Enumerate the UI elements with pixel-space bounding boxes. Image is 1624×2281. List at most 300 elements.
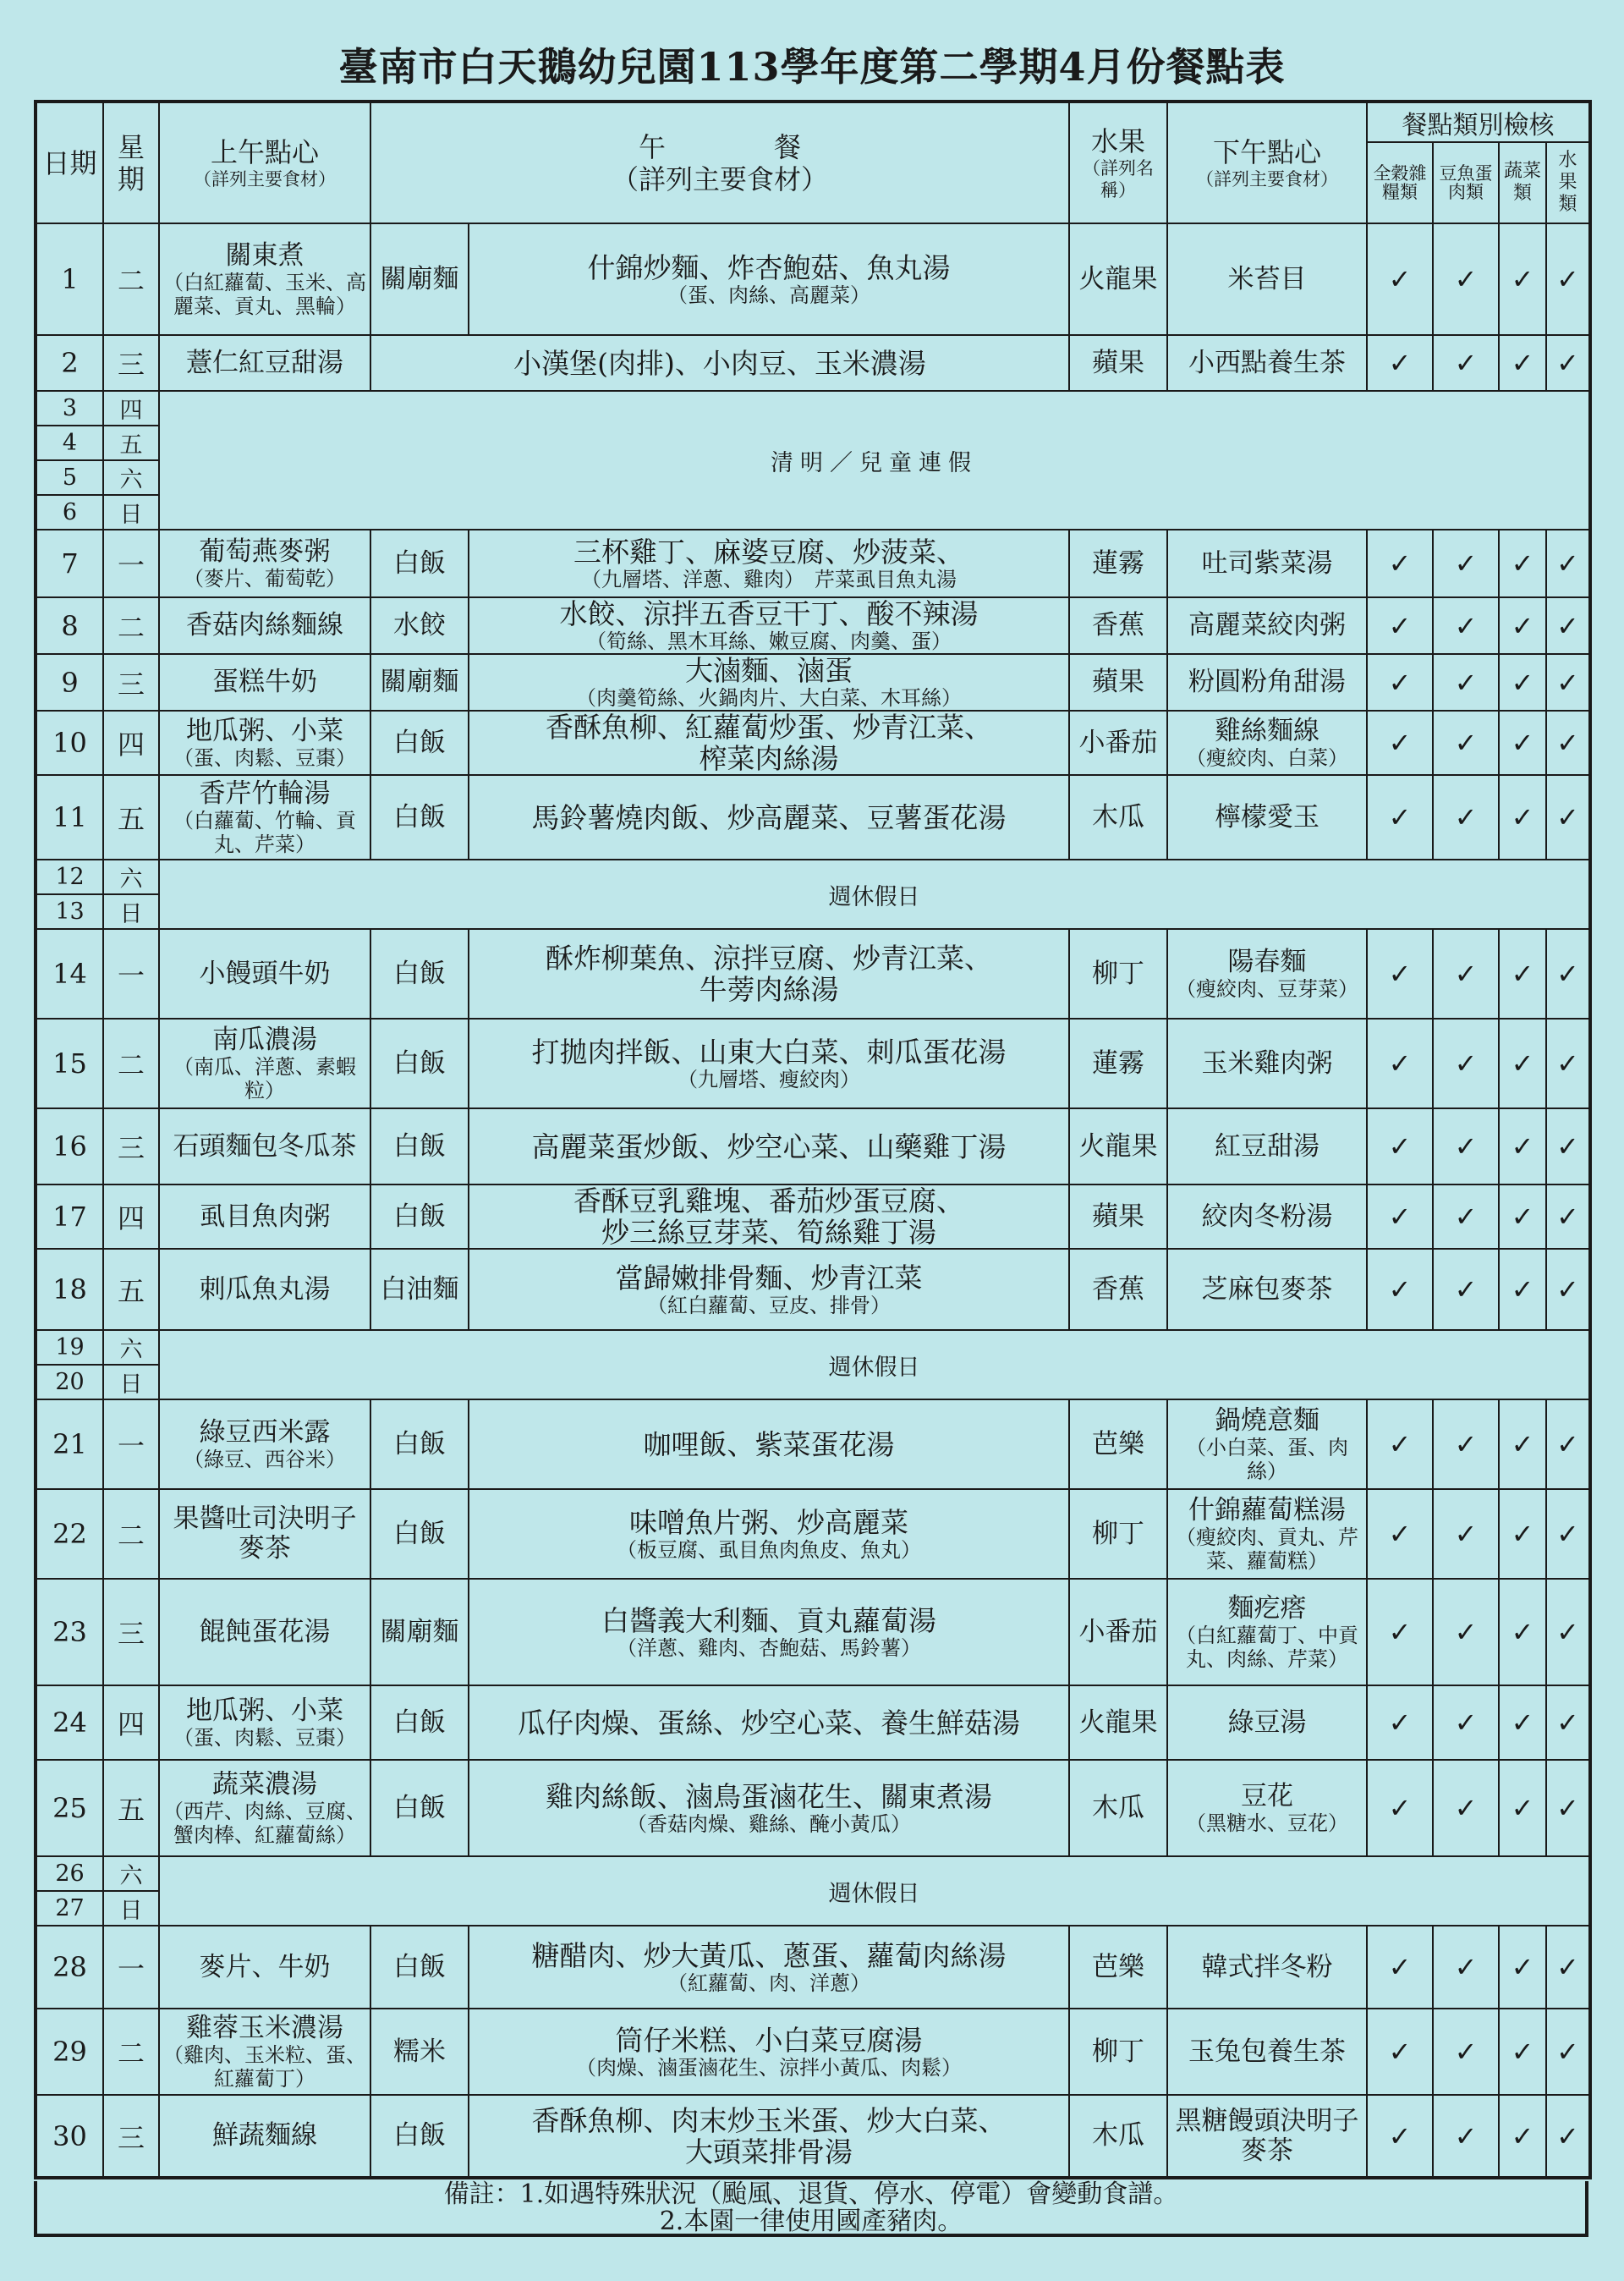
- lunch-ingredients: （肉燥、滷蛋滷花生、涼拌小黃瓜、肉鬆）: [576, 2055, 962, 2080]
- holiday-row: [36, 860, 1590, 894]
- check-veg-cell: ✓: [1499, 1184, 1546, 1249]
- staple-cell: 白油麵: [370, 1249, 469, 1330]
- weekday-cell: 日: [103, 894, 159, 929]
- weekday-cell: 五: [103, 426, 159, 460]
- meal-row: [36, 223, 1590, 335]
- check-veg-cell: ✓: [1499, 1926, 1546, 2009]
- weekday-cell: 一: [103, 929, 159, 1019]
- meal-row: [36, 1760, 1590, 1856]
- check-grain-cell: ✓: [1367, 775, 1433, 860]
- staple-cell: 白飯: [370, 1685, 469, 1760]
- check-fruit-cell: ✓: [1546, 1019, 1590, 1108]
- check-grain-cell: ✓: [1367, 929, 1433, 1019]
- am-snack-cell: [159, 1399, 370, 1489]
- pm-snack-main: 檸檬愛玉: [1215, 801, 1320, 833]
- weekday-cell: 三: [103, 2095, 159, 2178]
- lunch-main: 筒仔米糕、小白菜豆腐湯: [615, 2023, 923, 2057]
- header-date: 日期: [36, 102, 103, 223]
- pm-snack-cell: [1167, 1579, 1367, 1685]
- lunch-main: 雞肉絲飯、滷鳥蛋滷花生、關東煮湯: [546, 1779, 992, 1813]
- weekday-cell: 五: [103, 1249, 159, 1330]
- meal-row: [36, 1489, 1590, 1579]
- staple-cell: 白飯: [370, 929, 469, 1019]
- lunch-main: 大滷麵、滷蛋: [685, 654, 853, 687]
- weekday-cell: 二: [103, 2009, 159, 2095]
- am-snack-cell: [159, 2009, 370, 2095]
- weekday-cell: 二: [103, 597, 159, 654]
- am-snack-main: 虱目魚肉粥: [199, 1201, 331, 1232]
- fruit-cell: 蓮霧: [1069, 530, 1167, 597]
- meal-row: [36, 1685, 1590, 1760]
- lunch-ingredients: （紅蘿蔔、肉、洋蔥）: [667, 1970, 870, 1995]
- pm-snack-cell: [1167, 530, 1367, 597]
- check-grain-cell: ✓: [1367, 2009, 1433, 2095]
- date-cell: 26: [36, 1856, 103, 1891]
- header-am-snack: 上午點心 （詳列主要食材）: [159, 102, 370, 223]
- weekday-cell: 四: [103, 711, 159, 775]
- check-fruit-cell: ✓: [1546, 654, 1590, 711]
- lunch-cell: [469, 1926, 1069, 2009]
- check-fruit-cell: ✓: [1546, 2009, 1590, 2095]
- check-grain-cell: ✓: [1367, 1184, 1433, 1249]
- check-protein-cell: ✓: [1433, 1108, 1499, 1184]
- fruit-cell: 火龍果: [1069, 223, 1167, 335]
- check-fruit-cell: ✓: [1546, 1249, 1590, 1330]
- date-cell: 21: [36, 1399, 103, 1489]
- am-snack-main: 地瓜粥、小菜: [186, 715, 343, 746]
- meal-row: [36, 335, 1590, 391]
- date-cell: 3: [36, 391, 103, 426]
- check-veg-cell: ✓: [1499, 1108, 1546, 1184]
- check-grain-cell: ✓: [1367, 1019, 1433, 1108]
- weekday-cell: 日: [103, 1891, 159, 1926]
- date-cell: 13: [36, 894, 103, 929]
- lunch-ingredients: 大頭菜排骨湯: [685, 2135, 853, 2168]
- check-fruit-cell: ✓: [1546, 929, 1590, 1019]
- staple-cell: 白飯: [370, 1760, 469, 1856]
- check-veg-cell: ✓: [1499, 1489, 1546, 1579]
- lunch-cell: [469, 1108, 1069, 1184]
- check-fruit-cell: ✓: [1546, 1760, 1590, 1856]
- check-veg-cell: ✓: [1499, 597, 1546, 654]
- staple-cell: 關廟麵: [370, 1579, 469, 1685]
- weekday-cell: 五: [103, 1760, 159, 1856]
- pm-snack-ingredients: （瘦絞肉、白菜）: [1186, 745, 1349, 770]
- am-snack-cell: [159, 1249, 370, 1330]
- date-cell: 17: [36, 1184, 103, 1249]
- lunch-cell: [469, 1399, 1069, 1489]
- date-cell: 19: [36, 1330, 103, 1365]
- weekday-cell: 日: [103, 1365, 159, 1399]
- pm-snack-cell: [1167, 654, 1367, 711]
- lunch-cell: [370, 335, 1069, 391]
- check-fruit-cell: ✓: [1546, 1108, 1590, 1184]
- pm-snack-main: 黑糖饅頭決明子麥茶: [1175, 2105, 1359, 2166]
- lunch-cell: [469, 1685, 1069, 1760]
- lunch-cell: [469, 1249, 1069, 1330]
- check-protein-cell: ✓: [1433, 711, 1499, 775]
- check-grain-cell: ✓: [1367, 1399, 1433, 1489]
- notes: [34, 2181, 1588, 2237]
- check-grain-cell: ✓: [1367, 1249, 1433, 1330]
- check-fruit-cell: ✓: [1546, 1579, 1590, 1685]
- note-line-2: 2.本園一律使用國產豬肉。: [659, 2207, 963, 2236]
- date-cell: 7: [36, 530, 103, 597]
- staple-cell: 糯米: [370, 2009, 469, 2095]
- fruit-cell: 蓮霧: [1069, 1019, 1167, 1108]
- am-snack-cell: [159, 1926, 370, 2009]
- am-snack-main: 葡萄燕麥粥: [199, 536, 331, 567]
- am-snack-main: 小饅頭牛奶: [199, 958, 331, 989]
- meal-row: [36, 1926, 1590, 2009]
- pm-snack-main: 陽春麵: [1227, 946, 1307, 977]
- check-grain-cell: ✓: [1367, 223, 1433, 335]
- date-cell: 20: [36, 1365, 103, 1399]
- am-snack-main: 刺瓜魚丸湯: [199, 1273, 331, 1305]
- lunch-ingredients: （香菇肉燥、雞絲、醃小黃瓜）: [627, 1811, 911, 1836]
- meal-row: [36, 1019, 1590, 1108]
- check-veg-cell: ✓: [1499, 1399, 1546, 1489]
- am-snack-cell: [159, 1760, 370, 1856]
- am-snack-ingredients: （雞肉、玉米粒、蛋、紅蘿蔔丁）: [163, 2042, 366, 2091]
- lunch-cell: [469, 2095, 1069, 2178]
- check-fruit-cell: ✓: [1546, 1184, 1590, 1249]
- am-snack-main: 雞蓉玉米濃湯: [186, 2012, 343, 2043]
- date-cell: 29: [36, 2009, 103, 2095]
- header-cat-fruit: 水果類: [1546, 142, 1590, 223]
- pm-snack-cell: [1167, 1926, 1367, 2009]
- date-cell: 4: [36, 426, 103, 460]
- pm-snack-cell: [1167, 1760, 1367, 1856]
- meal-row: [36, 597, 1590, 654]
- fruit-cell: 木瓜: [1069, 1760, 1167, 1856]
- check-veg-cell: ✓: [1499, 1019, 1546, 1108]
- am-snack-main: 麥片、牛奶: [199, 1951, 331, 1982]
- check-protein-cell: ✓: [1433, 1489, 1499, 1579]
- date-cell: 11: [36, 775, 103, 860]
- staple-cell: 關廟麵: [370, 654, 469, 711]
- lunch-cell: [469, 1019, 1069, 1108]
- lunch-cell: [469, 1184, 1069, 1249]
- lunch-main: 水餃、涼拌五香豆干丁、酸不辣湯: [559, 597, 979, 630]
- lunch-cell: [469, 530, 1069, 597]
- weekday-cell: 四: [103, 391, 159, 426]
- am-snack-cell: [159, 654, 370, 711]
- lunch-main: 味噌魚片粥、炒高麗菜: [629, 1505, 908, 1539]
- staple-cell: 關廟麵: [370, 223, 469, 335]
- staple-cell: 白飯: [370, 530, 469, 597]
- check-grain-cell: ✓: [1367, 711, 1433, 775]
- am-snack-ingredients: （白紅蘿蔔、玉米、高麗菜、貢丸、黑輪）: [163, 270, 366, 318]
- am-snack-ingredients: （綠豆、西谷米）: [184, 1447, 346, 1471]
- check-grain-cell: ✓: [1367, 1489, 1433, 1579]
- weekday-cell: 二: [103, 1489, 159, 1579]
- lunch-ingredients: （紅白蘿蔔、豆皮、排骨）: [647, 1293, 891, 1317]
- meal-row: [36, 1108, 1590, 1184]
- staple-cell: 白飯: [370, 1489, 469, 1579]
- holiday-label-weekend: 週休假日: [159, 1330, 1590, 1399]
- pm-snack-main: 韓式拌冬粉: [1201, 1951, 1333, 1982]
- lunch-main: 馬鈴薯燒肉飯、炒高麗菜、豆薯蛋花湯: [531, 800, 1007, 834]
- fruit-cell: 柳丁: [1069, 2009, 1167, 2095]
- am-snack-main: 香菇肉絲麵線: [186, 610, 343, 640]
- lunch-cell: [469, 654, 1069, 711]
- meal-row: [36, 711, 1590, 775]
- meal-row: [36, 775, 1590, 860]
- pm-snack-main: 綠豆湯: [1227, 1707, 1307, 1738]
- lunch-ingredients: 榨菜肉絲湯: [699, 742, 839, 775]
- fruit-cell: 柳丁: [1069, 929, 1167, 1019]
- check-protein-cell: ✓: [1433, 654, 1499, 711]
- fruit-cell: 小番茄: [1069, 1579, 1167, 1685]
- header-lunch: 午 餐 （詳列主要食材）: [370, 102, 1069, 223]
- lunch-main: 咖哩飯、紫菜蛋花湯: [643, 1427, 895, 1461]
- pm-snack-cell: [1167, 597, 1367, 654]
- lunch-ingredients: （板豆腐、虱目魚肉魚皮、魚丸）: [617, 1537, 921, 1562]
- pm-snack-main: 鍋燒意麵: [1215, 1404, 1320, 1436]
- date-cell: 1: [36, 223, 103, 335]
- check-fruit-cell: ✓: [1546, 597, 1590, 654]
- holiday-row: [36, 1856, 1590, 1891]
- meal-row: [36, 530, 1590, 597]
- fruit-cell: 柳丁: [1069, 1489, 1167, 1579]
- date-cell: 30: [36, 2095, 103, 2178]
- pm-snack-main: 吐司紫菜湯: [1201, 547, 1333, 579]
- fruit-cell: 芭樂: [1069, 1926, 1167, 2009]
- lunch-cell: [469, 1579, 1069, 1685]
- meal-row: [36, 1399, 1590, 1489]
- check-grain-cell: ✓: [1367, 654, 1433, 711]
- check-veg-cell: ✓: [1499, 929, 1546, 1019]
- check-protein-cell: ✓: [1433, 2095, 1499, 2178]
- holiday-row: [36, 391, 1590, 426]
- date-cell: 2: [36, 335, 103, 391]
- date-cell: 14: [36, 929, 103, 1019]
- am-snack-main: 關東煮: [225, 239, 304, 271]
- date-cell: 28: [36, 1926, 103, 2009]
- header-cat-veg: 蔬菜類: [1499, 142, 1546, 223]
- lunch-ingredients: （九層塔、洋蔥、雞肉） 芹菜虱目魚丸湯: [581, 567, 957, 591]
- check-fruit-cell: ✓: [1546, 1926, 1590, 2009]
- date-cell: 8: [36, 597, 103, 654]
- staple-cell: 白飯: [370, 2095, 469, 2178]
- holiday-label-qingming: 清明／兒童連假: [159, 391, 1590, 530]
- am-snack-main: 地瓜粥、小菜: [186, 1695, 343, 1726]
- holiday-row: [36, 1330, 1590, 1365]
- lunch-ingredients: （肉羹筍絲、火鍋肉片、大白菜、木耳絲）: [576, 686, 962, 710]
- pm-snack-main: 玉兔包養生茶: [1188, 2036, 1347, 2067]
- check-veg-cell: ✓: [1499, 530, 1546, 597]
- check-protein-cell: ✓: [1433, 1685, 1499, 1760]
- pm-snack-cell: [1167, 335, 1367, 391]
- lunch-main: 小漢堡(肉排)、小肉豆、玉米濃湯: [513, 346, 926, 380]
- am-snack-cell: [159, 2095, 370, 2178]
- fruit-cell: 芭樂: [1069, 1399, 1167, 1489]
- weekday-cell: 一: [103, 1399, 159, 1489]
- am-snack-cell: [159, 711, 370, 775]
- check-veg-cell: ✓: [1499, 1760, 1546, 1856]
- am-snack-main: 薏仁紅豆甜湯: [186, 347, 343, 378]
- am-snack-main: 綠豆西米露: [199, 1416, 331, 1448]
- pm-snack-cell: [1167, 1489, 1367, 1579]
- am-snack-main: 鮮蔬麵線: [212, 2120, 317, 2151]
- lunch-main: 酥炸柳葉魚、涼拌豆腐、炒青江菜、: [546, 942, 992, 975]
- meal-row: [36, 1184, 1590, 1249]
- am-snack-ingredients: （麥片、葡萄乾）: [184, 566, 346, 591]
- lunch-ingredients: （洋蔥、雞肉、杏鮑菇、馬鈴薯）: [617, 1635, 921, 1660]
- date-cell: 9: [36, 654, 103, 711]
- check-veg-cell: ✓: [1499, 711, 1546, 775]
- weekday-cell: 二: [103, 223, 159, 335]
- check-fruit-cell: ✓: [1546, 223, 1590, 335]
- pm-snack-ingredients: （黑糖水、豆花）: [1186, 1811, 1349, 1835]
- pm-snack-main: 玉米雞肉粥: [1201, 1047, 1333, 1079]
- check-fruit-cell: ✓: [1546, 1489, 1590, 1579]
- date-cell: 27: [36, 1891, 103, 1926]
- holiday-label-weekend: 週休假日: [159, 860, 1590, 929]
- am-snack-cell: [159, 335, 370, 391]
- check-grain-cell: ✓: [1367, 1579, 1433, 1685]
- weekday-cell: 一: [103, 1926, 159, 2009]
- pm-snack-ingredients: （小白菜、蛋、肉絲）: [1186, 1435, 1349, 1483]
- am-snack-main: 蛋糕牛奶: [212, 667, 317, 697]
- meal-table: [34, 100, 1592, 2179]
- check-fruit-cell: ✓: [1546, 711, 1590, 775]
- check-protein-cell: ✓: [1433, 530, 1499, 597]
- lunch-ingredients: 炒三絲豆芽菜、筍絲雞丁湯: [601, 1216, 936, 1249]
- check-protein-cell: ✓: [1433, 335, 1499, 391]
- meal-row: [36, 1579, 1590, 1685]
- pm-snack-main: 高麗菜絞肉粥: [1188, 610, 1347, 640]
- lunch-ingredients: （九層塔、瘦絞肉）: [678, 1067, 860, 1091]
- date-cell: 6: [36, 495, 103, 530]
- holiday-label-weekend: 週休假日: [159, 1856, 1590, 1926]
- check-fruit-cell: ✓: [1546, 775, 1590, 860]
- am-snack-ingredients: （蛋、肉鬆、豆棗）: [173, 745, 356, 770]
- header-pm-snack: 下午點心 （詳列主要食材）: [1167, 102, 1367, 223]
- lunch-main: 糖醋肉、炒大黃瓜、蔥蛋、蘿蔔肉絲湯: [531, 1938, 1007, 1972]
- fruit-cell: 蘋果: [1069, 335, 1167, 391]
- pm-snack-ingredients: （白紅蘿蔔丁、中貢丸、肉絲、芹菜）: [1176, 1623, 1359, 1671]
- check-grain-cell: ✓: [1367, 335, 1433, 391]
- lunch-main: 高麗菜蛋炒飯、炒空心菜、山藥雞丁湯: [531, 1130, 1007, 1163]
- weekday-cell: 四: [103, 1184, 159, 1249]
- date-cell: 18: [36, 1249, 103, 1330]
- fruit-cell: 香蕉: [1069, 1249, 1167, 1330]
- am-snack-cell: [159, 1579, 370, 1685]
- am-snack-main: 餛飩蛋花湯: [199, 1616, 331, 1647]
- date-cell: 22: [36, 1489, 103, 1579]
- check-veg-cell: ✓: [1499, 2095, 1546, 2178]
- check-veg-cell: ✓: [1499, 223, 1546, 335]
- check-protein-cell: ✓: [1433, 929, 1499, 1019]
- check-grain-cell: ✓: [1367, 1926, 1433, 2009]
- staple-cell: 白飯: [370, 1019, 469, 1108]
- fruit-cell: 小番茄: [1069, 711, 1167, 775]
- lunch-main: 香酥豆乳雞塊、番茄炒蛋豆腐、: [573, 1184, 964, 1217]
- date-cell: 24: [36, 1685, 103, 1760]
- am-snack-cell: [159, 1019, 370, 1108]
- pm-snack-ingredients: （瘦絞肉、豆芽菜）: [1176, 976, 1359, 1001]
- check-grain-cell: ✓: [1367, 2095, 1433, 2178]
- check-protein-cell: ✓: [1433, 775, 1499, 860]
- am-snack-main: 石頭麵包冬瓜茶: [173, 1130, 357, 1162]
- lunch-cell: [469, 1489, 1069, 1579]
- check-veg-cell: ✓: [1499, 1685, 1546, 1760]
- pm-snack-cell: [1167, 1108, 1367, 1184]
- meal-row: [36, 2095, 1590, 2178]
- lunch-cell: [469, 1760, 1069, 1856]
- page-title: 臺南市白天鵝幼兒園113學年度第二學期4月份餐點表: [338, 44, 1286, 90]
- check-protein-cell: ✓: [1433, 597, 1499, 654]
- weekday-cell: 三: [103, 1579, 159, 1685]
- check-fruit-cell: ✓: [1546, 1399, 1590, 1489]
- check-grain-cell: ✓: [1367, 530, 1433, 597]
- fruit-cell: 木瓜: [1069, 2095, 1167, 2178]
- lunch-cell: [469, 929, 1069, 1019]
- am-snack-cell: [159, 1184, 370, 1249]
- staple-cell: 白飯: [370, 1184, 469, 1249]
- meal-row: [36, 929, 1590, 1019]
- weekday-cell: 五: [103, 775, 159, 860]
- am-snack-cell: [159, 530, 370, 597]
- date-cell: 16: [36, 1108, 103, 1184]
- pm-snack-ingredients: （瘦絞肉、貢丸、芹菜、蘿蔔糕）: [1176, 1525, 1359, 1573]
- check-protein-cell: ✓: [1433, 1926, 1499, 2009]
- lunch-main: 什錦炒麵、炸杏鮑菇、魚丸湯: [587, 250, 951, 284]
- staple-cell: 水餃: [370, 597, 469, 654]
- check-grain-cell: ✓: [1367, 1760, 1433, 1856]
- am-snack-ingredients: （蛋、肉鬆、豆棗）: [173, 1725, 356, 1750]
- weekday-cell: 四: [103, 1685, 159, 1760]
- lunch-main: 打拋肉拌飯、山東大白菜、刺瓜蛋花湯: [531, 1035, 1007, 1069]
- fruit-cell: 蘋果: [1069, 654, 1167, 711]
- staple-cell: 白飯: [370, 1926, 469, 2009]
- am-snack-main: 南瓜濃湯: [212, 1024, 317, 1055]
- check-fruit-cell: ✓: [1546, 1685, 1590, 1760]
- lunch-main: 瓜仔肉燥、蛋絲、炒空心菜、養生鮮菇湯: [518, 1706, 1020, 1740]
- lunch-ingredients: 牛蒡肉絲湯: [699, 973, 839, 1006]
- am-snack-cell: [159, 223, 370, 335]
- meal-row: [36, 2009, 1590, 2095]
- weekday-cell: 六: [103, 1330, 159, 1365]
- lunch-main: 當歸嫩排骨麵、炒青江菜: [615, 1261, 923, 1294]
- am-snack-main: 蔬菜濃湯: [212, 1768, 317, 1800]
- check-veg-cell: ✓: [1499, 1579, 1546, 1685]
- check-grain-cell: ✓: [1367, 1108, 1433, 1184]
- am-snack-ingredients: （西芹、肉絲、豆腐、蟹肉棒、紅蘿蔔絲）: [163, 1799, 366, 1847]
- check-veg-cell: ✓: [1499, 335, 1546, 391]
- pm-snack-cell: [1167, 1249, 1367, 1330]
- lunch-ingredients: （蛋、肉絲、高麗菜）: [667, 283, 870, 307]
- lunch-cell: [469, 2009, 1069, 2095]
- am-snack-ingredients: （南瓜、洋蔥、素蝦粒）: [173, 1054, 356, 1102]
- check-fruit-cell: ✓: [1546, 335, 1590, 391]
- meal-row: [36, 1249, 1590, 1330]
- pm-snack-main: 雞絲麵線: [1215, 715, 1320, 746]
- pm-snack-cell: [1167, 1399, 1367, 1489]
- am-snack-ingredients: （白蘿蔔、竹輪、貢丸、芹菜）: [173, 808, 356, 856]
- check-fruit-cell: ✓: [1546, 530, 1590, 597]
- fruit-cell: 蘋果: [1069, 1184, 1167, 1249]
- lunch-main: 三杯雞丁、麻婆豆腐、炒菠菜、: [573, 535, 964, 569]
- check-protein-cell: ✓: [1433, 1579, 1499, 1685]
- pm-snack-main: 什錦蘿蔔糕湯: [1188, 1494, 1347, 1525]
- pm-snack-cell: [1167, 711, 1367, 775]
- header-cat-protein: 豆魚蛋肉類: [1433, 142, 1499, 223]
- meal-row: [36, 654, 1590, 711]
- lunch-cell: [469, 711, 1069, 775]
